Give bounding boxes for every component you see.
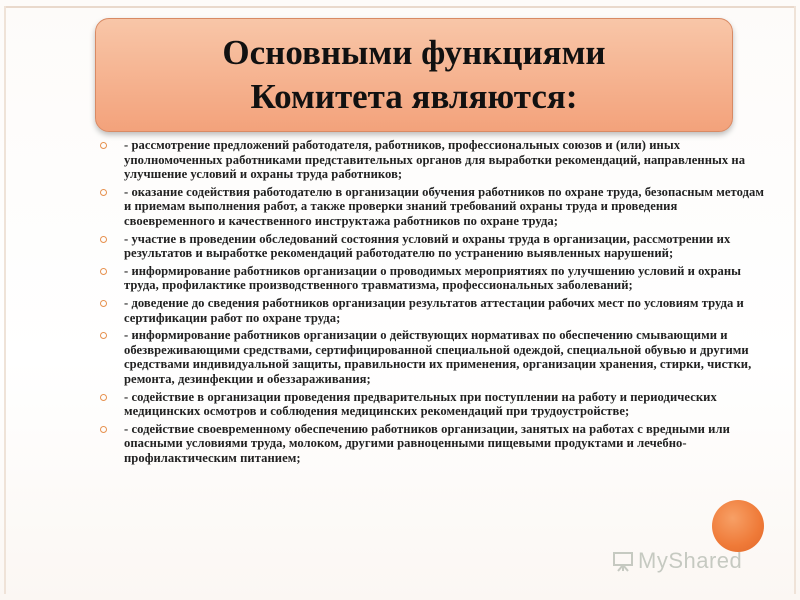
title-line-2: Комитета являются:: [250, 77, 578, 116]
slide-frame-right: [794, 6, 796, 594]
list-item: [100, 390, 768, 419]
list-item: [100, 296, 768, 325]
list-item-text: - рассмотрение предложений работодателя, работников, профессиональных союзов и (или) иных уполномоченных работниками представительных органов для выработки рекомендаций, направленных на улучшение условий и охраны труда работников;: [124, 138, 746, 182]
bullet-icon: [100, 394, 107, 401]
bullet-icon: [100, 268, 107, 275]
bullet-icon: [100, 189, 107, 196]
list-item-text: - информирование работников организации о действующих нормативах по обеспечению смывающими и обезвреживающими средствами, сертифицированной специальной одеждой, специальной обувью и другими средствами индивидуальной защиты, правильности их применения, организации хранения, стирки, чистки, ремонта, дезинфекции и обеззараживания;: [124, 328, 752, 386]
presentation-board-icon: [612, 550, 634, 572]
slide-frame-left: [4, 6, 6, 594]
list-item-text: - содействие в организации проведения предварительных при поступлении на работу и периодических медицинских осмотров и соблюдения медицинских рекомендаций при трудоустройстве;: [124, 389, 717, 419]
list-item-text: - содействие своевременному обеспечению работников организации, занятых на работах с вредными или опасными условиями труда, молоком, другими равноценными пищевыми продуктами и лечебно-профилактическим питанием;: [124, 421, 730, 465]
list-item: [100, 232, 768, 261]
bullet-icon: [100, 332, 107, 339]
list-item-text: - информирование работников организации о проводимых мероприятиях по улучшению условий и охраны труда, профилактике производственного травматизма, профессиональных заболеваний;: [124, 263, 742, 293]
list-item: [100, 138, 768, 182]
list-item: [100, 422, 768, 466]
list-item: [100, 264, 768, 293]
watermark-text: MyShared: [638, 548, 743, 573]
list-item-text: - оказание содействия работодателю в организации обучения работников по охране труда, безопасным методам и приемам выполнения работ, а также проверки знаний требований охраны труда и проведения своевременного и качественного инструктажа работников по охране труда;: [124, 184, 764, 228]
bullet-icon: [100, 300, 107, 307]
decorative-circle: [712, 500, 764, 552]
functions-list: [100, 138, 768, 468]
list-item: [100, 185, 768, 229]
slide-frame-top: [4, 6, 794, 8]
title-box: [95, 18, 733, 132]
bullet-icon: [100, 426, 107, 433]
list-item-text: - участие в проведении обследований состояния условий и охраны труда в организации, рассмотрении их результатов и выработке рекомендаций работодателю по устранению выявленных нарушений;: [124, 231, 731, 261]
bullet-icon: [100, 142, 107, 149]
title-line-1: Основными функциями: [222, 33, 606, 72]
list-item-text: - доведение до сведения работников организации результатов аттестации рабочих мест по условиям труда и сертификации работ по охране труда;: [124, 295, 744, 325]
list-item: [100, 328, 768, 386]
bullet-icon: [100, 236, 107, 243]
